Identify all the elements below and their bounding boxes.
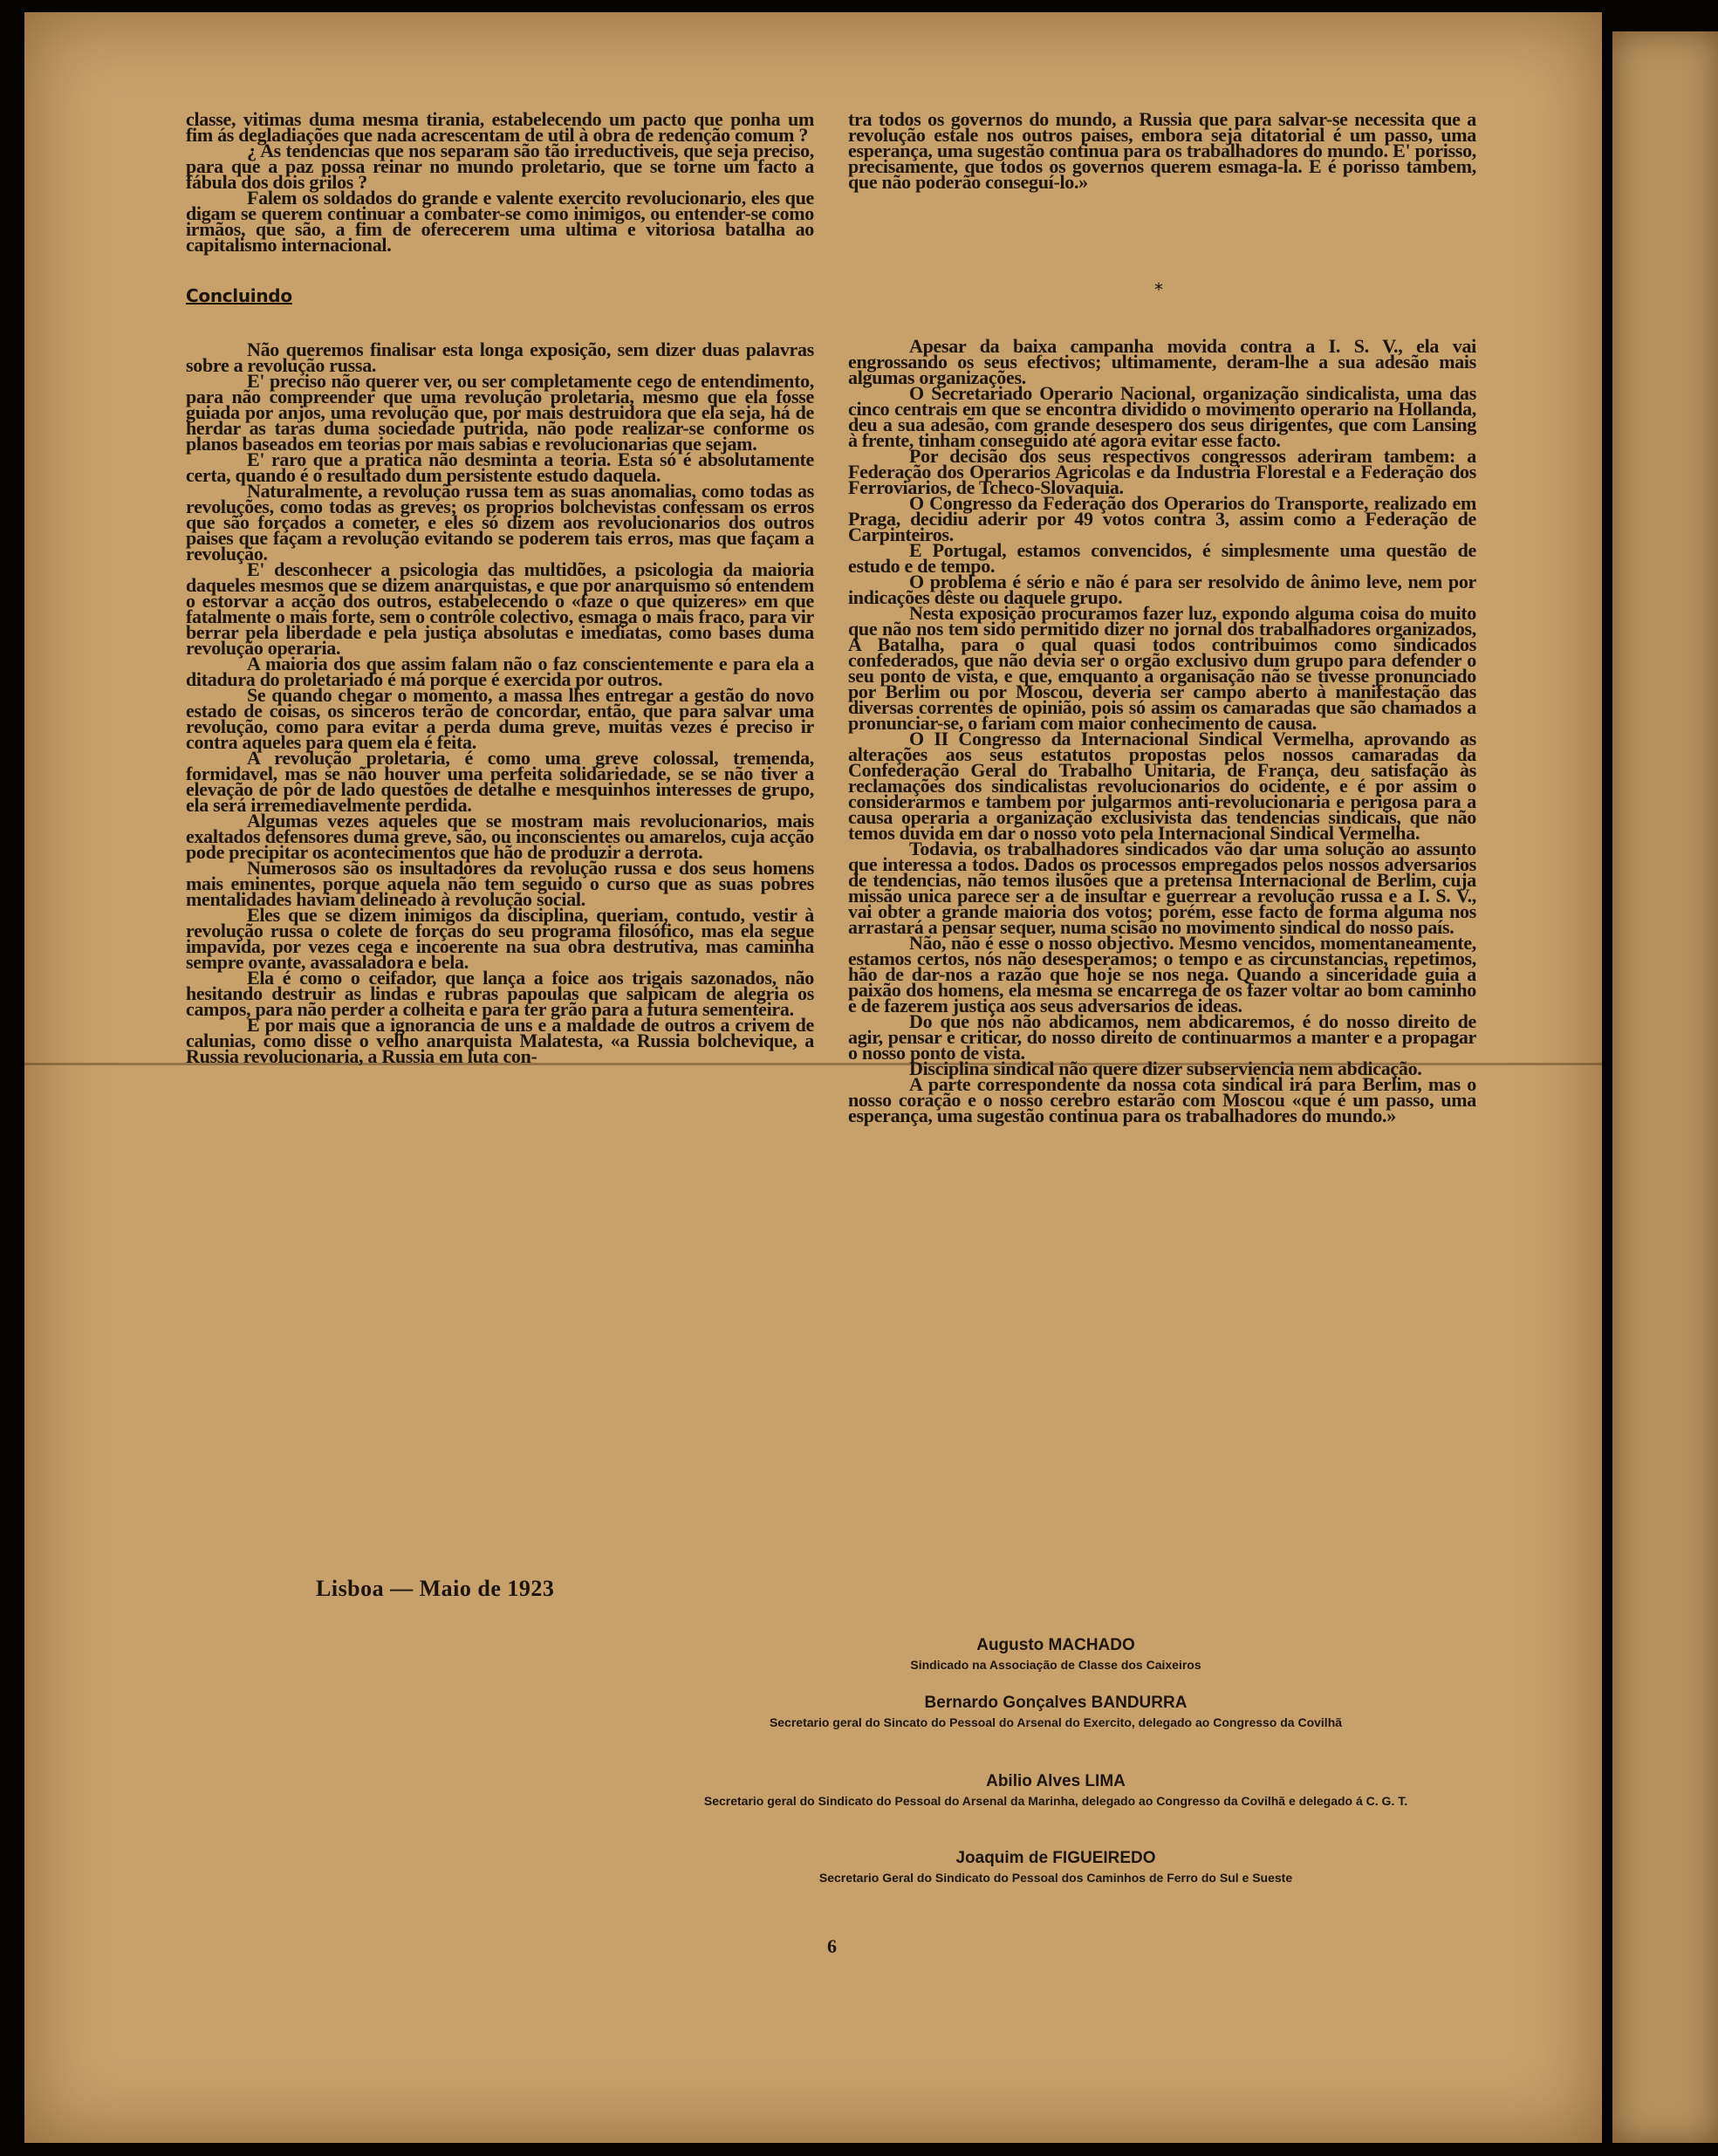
section-heading: Concluindo: [186, 285, 292, 306]
signatory-role: Secretario Geral do Sindicato do Pessoal dos Caminhos de Ferro do Sul e Sueste: [818, 1871, 1293, 1885]
paragraph: E' preciso não querer ver, ou ser completamente cego de entendimento, para não compreender que uma revolução proletaria, mesmo que ela fosse guiada por anjos, uma revolução que, por mais destruidora que ela seja, há de herdar as taras duma sociedade putrida, não pode realizar-se conforme os planos baseados em teorias por mais sabias e revolucionarias que sejam.: [186, 370, 814, 455]
signatory-role: Sindicado na Associação de Classe dos Caixeiros: [910, 1658, 1201, 1672]
paragraph: Apesar da baixa campanha movida contra a I. S. V., ela vai engrossando os seus efectivos; ultimamente, deram-lhe a sua adesão mais algumas organizações.: [848, 335, 1476, 388]
right-column: [848, 335, 1476, 1126]
signatory-name: Joaquim de FIGUEIREDO: [955, 1849, 1156, 1867]
paragraph: ¿ As tendencias que nos separam são tão irreductiveis, que seja preciso, para que a paz possa reinar no mundo proletario, que se torne um facto a fábula dos dois grilos ?: [186, 140, 814, 193]
paragraph: Não queremos finalisar esta longa exposição, sem dizer duas palavras sobre a revolução russa.: [186, 339, 814, 376]
signature-block: [663, 1848, 1448, 1886]
paragraph: E por mais que a ignorancia de uns e a maldade de outros a crivem de calunias, como disse o velho anarquista Malatesta, «a Russia bolchevique, a Russia revolucionaria, a Russia em luta con-: [186, 1014, 814, 1067]
paragraph: Eles que se dizem inimigos da disciplina, queriam, contudo, vestir à revolução russa o colete de forças do seu programa filosófico, mas ela segue impavida, por vezes cega e incoerente na sua obra destrutiva, mas caminha sempre ovante, avassaladora e bela.: [186, 904, 814, 973]
paragraph: Do que nós não abdicamos, nem abdicaremos, é do nosso direito de agir, pensar e criticar, do nosso direito de continuarmos a manter e a propagar o nosso ponto de vista.: [848, 1010, 1476, 1064]
section-separator: *: [1154, 279, 1163, 300]
paragraph: Nesta exposição procuramos fazer luz, expondo alguma coisa do muito que não nos tem sido permitido dizer no jornal dos trabalhadores organizados, A Batalha, para o qual quasi todos contribuimos como sindicados confederados, que não devia ser o orgão exclusivo dum grupo para defender o seu ponto de vista, e que, emquanto a organisação não se tivesse pronunciado por Berlim ou por Moscou, deveria ser campo aberto à manifestação das diversas correntes de opinião, pois só assim os camaradas que são chamados a pronunciar-se, o fariam com maior conhecimento de causa.: [848, 602, 1476, 734]
paragraph: A maioria dos que assim falam não o faz conscientemente e para ela a ditadura do proletariado é má porque é exercida por outros.: [186, 653, 814, 690]
paragraph: classe, vitimas duma mesma tirania, estabelecendo um pacto que ponha um fim ás degladiações que nada acrescentam de util à obra de redenção comum ?: [186, 108, 814, 146]
paragraph: Numerosos são os insultadores da revolução russa e dos seus homens mais eminentes, porque aquela não tem seguido o curso que as suas pobres mentalidades haviam delineado à revolução social.: [186, 857, 814, 910]
paragraph: Ela é como o ceifador, que lança a foice aos trigais sazonados, não hesitando destruir as lindas e rubras papoulas que salpicam de alegria os campos, para não perder a colheita e para ter grão para a futura sementeira.: [186, 967, 814, 1020]
page-number: 6: [827, 1935, 837, 1957]
paragraph: E' desconhecer a psicologia das multidões, a psicologia da maioria daqueles mesmos que se dizem anarquistas, e que por anarquismo só entendem o estorvar a acção dos outros, estabelecendo o «faze o que quizeres» em que fatalmente o mais forte, sem o contrôle colectivo, esmaga o mais fraco, para vir berrar pela liberdade e pela justiça absolutas e imediatas, como bases duma revolução operaria.: [186, 558, 814, 659]
dateline: Lisboa — Maio de 1923: [316, 1576, 555, 1601]
signatory-name: Bernardo Gonçalves BANDURRA: [924, 1694, 1188, 1712]
paragraph: O problema é sério e não é para ser resolvido de ânimo leve, nem por indicações dêste ou daquele grupo.: [848, 571, 1476, 608]
paragraph: O II Congresso da Internacional Sindical Vermelha, aprovando as alterações aos seus estatutos propostas pelos nossos camaradas da Confederação Geral do Trabalho Unitaria, de França, deu satisfação às reclamações dos sindicalistas revolucionarios do ocidente, e é por assim o considerarmos e tambem por julgarmos anti-revolucionaria e perigosa para a causa operaria a organização exclusivista das tendencias sindicais, que não temos duvida em dar o nosso voto pela Internacional Sindical Vermelha.: [848, 728, 1476, 844]
paragraph: Disciplina sindical não quere dizer subserviencia nem abdicação.: [909, 1057, 1422, 1079]
paragraph: A parte correspondente da nossa cota sindical irá para Berlim, mas o nosso coração e o nosso cerebro estarão com Moscou «que é um passo, uma esperança, uma sugestão continua para os trabalhadores do mundo.»: [848, 1073, 1476, 1126]
paragraph: Se quando chegar o momento, a massa lhes entregar a gestão do novo estado de coisas, os sinceros terão de concordar, então, que para salvar uma revolução, como para evitar a perda duma greve, muitas vezes é preciso ir contra aqueles para quem ela é feita.: [186, 684, 814, 753]
right-column-top: [848, 108, 1476, 193]
paragraph: Todavia, os trabalhadores sindicados vão dar uma solução ao assunto que interessa a todos. Dados os processos empregados pelos nossos adversarios de tendencias, não temos ilusões que a pretensa Internacional de Berlim, cuja missão unica parece ser a de insultar e guerrear a revolução russa e a I. S. V., vai obter a grande maioria dos votos; porém, esse facto de forma alguma nos arrastará a pensar sequer, numa scisão no movimento sindical do nosso país.: [848, 838, 1476, 938]
paragraph: Falem os soldados do grande e valente exercito revolucionario, eles que digam se querem continuar a combater-se como inimigos, ou entender-se como irmãos, que são, a fim de oferecerem uma ultima e vitoriosa batalha ao capitalismo internacional.: [186, 187, 814, 256]
signatory-role: Secretario geral do Sindicato do Pessoal do Arsenal da Marinha, delegado ao Congresso da Covilhã e delegado á C. G. T.: [703, 1794, 1408, 1808]
paragraph: E Portugal, estamos convencidos, é simplesmente uma questão de estudo e de tempo.: [848, 539, 1476, 577]
signature-block: [663, 1771, 1448, 1810]
left-column: [186, 108, 814, 1067]
paragraph: Algumas vezes aqueles que se mostram mais revolucionarios, mais exaltados defensores duma greve, são, ou inconscientes ou amarelos, cuja acção pode precipitar os acontecimentos que hão de produzir a derrota.: [186, 810, 814, 863]
paragraph: A revolução proletaria, é como uma greve colossal, tremenda, formidavel, mas se não houver uma perfeita solidariedade, se se não tiver a elevação de pôr de lado questões de detalhe e mesquinhos interesses de grupo, ela será irremediavelmente perdida.: [186, 747, 814, 816]
signature-block: [663, 1635, 1448, 1673]
adjacent-page-edge: [1612, 31, 1718, 2143]
paragraph: Por decisão dos seus respectivos congressos aderiram tambem: a Federação dos Operarios Agricolas e da Industria Florestal e a Federação dos Ferroviarios, de Tcheco-Slovaquia.: [848, 445, 1476, 498]
paragraph: O Secretariado Operario Nacional, organização sindicalista, uma das cinco centrais em que se encontra dividido o movimento operario na Hollanda, deu a sua adesão, com grande desespero dos seus dirigentes, que com Lansing à frente, tinham conseguido até agora evitar esse facto.: [848, 382, 1476, 451]
signatory-name: Abilio Alves LIMA: [986, 1772, 1126, 1790]
paragraph: tra todos os governos do mundo, a Russia que para salvar-se necessita que a revolução estale nos outros paises, embora seja ditatorial é um passo, uma esperança, uma sugestão continua para os trabalhadores do mundo. E' porisso, precisamente, que todos os governos querem esmaga-la. E é porisso tambem, que não poderão conseguí-lo.»: [848, 108, 1476, 193]
signatory-name: Augusto MACHADO: [976, 1636, 1135, 1654]
paragraph: E' raro que a pratica não desminta a teoria. Esta só é absolutamente certa, quando é o resultado dum persistente estudo daquela.: [186, 448, 814, 486]
signatory-role: Secretario geral do Sincato do Pessoal do Arsenal do Exercito, delegado ao Congresso da Covilhã: [769, 1715, 1343, 1729]
signature-block: [663, 1693, 1448, 1731]
paragraph: Não, não é esse o nosso objectivo. Mesmo vencidos, momentaneamente, estamos certos, nós não desesperamos; o tempo e as circunstancias, repetimos, hão de dar-nos a razão que hoje se nos nega. Quando a sinceridade guia a paixão dos homens, ela mesma se encarrega de os fazer voltar ao bom caminho e de fazerem justiça aos seus adversarios de ideas.: [848, 932, 1476, 1016]
paragraph: O Congresso da Federação dos Operarios do Transporte, realizado em Praga, decidiu aderir por 49 votos contra 3, assim como a Federação de Carpinteiros.: [848, 492, 1476, 545]
paragraph: Naturalmente, a revolução russa tem as suas anomalias, como todas as revoluções, como todas as greves; os proprios bolchevistas confessam os erros que são forçados a cometer, e eles só dizem aos revolucionarios dos outros paises que façam a revolução evitando se poderem tais erros, mas que façam a revolução.: [186, 480, 814, 565]
